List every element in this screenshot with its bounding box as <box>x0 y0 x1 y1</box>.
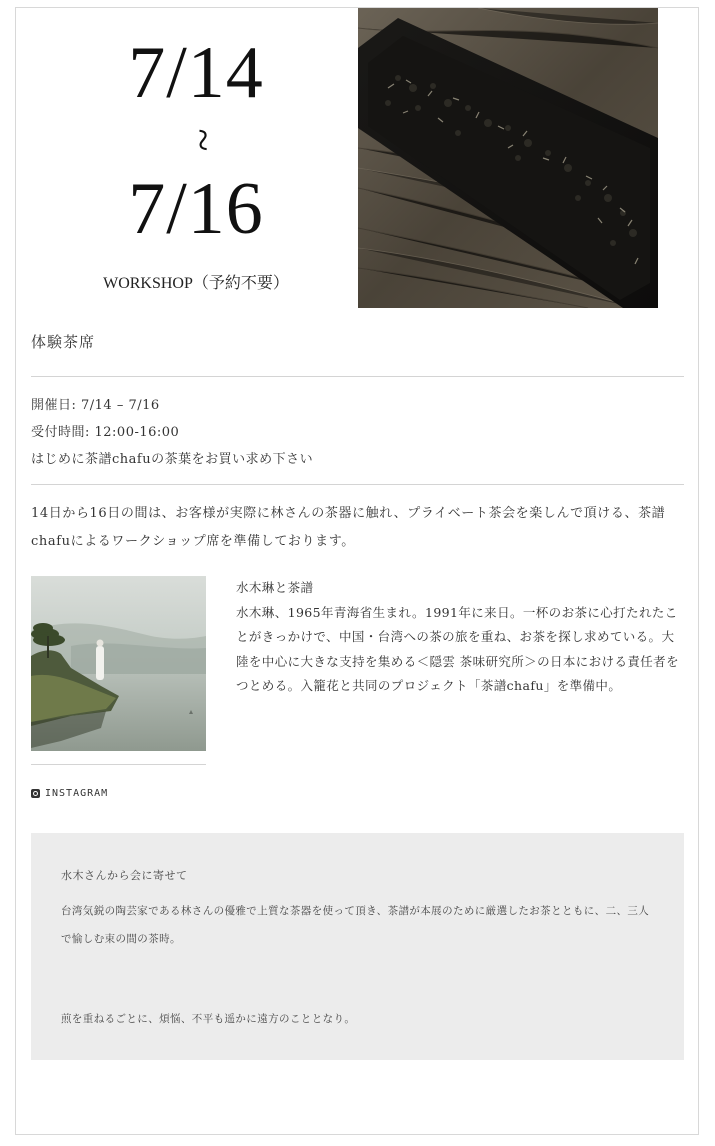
date-end: 7/16 <box>128 168 264 250</box>
profile-photo <box>31 576 206 751</box>
divider-top <box>31 376 684 377</box>
divider-bottom <box>31 484 684 485</box>
profile-bio-block <box>236 576 686 699</box>
quote-box <box>31 833 684 1060</box>
instagram-link[interactable] <box>31 788 108 799</box>
profile-heading: 水木琳と茶譜 <box>236 580 314 595</box>
reception-time-line: 受付時間: 12:00-16:00 <box>31 425 180 440</box>
profile-bio: 水木琳、1965年青海省生まれ。1991年に来日。一杯のお茶に心打たれたことがきっかけで、中国・台湾への茶の旅を重ね、お茶を探し求めている。大陸を中心に大きな支持を集める＜隠雲 茶味研究所＞の日本における責任者をつとめる。入籠花と共同のプロジェクト「茶譜chafu」を準備中。 <box>236 604 679 693</box>
instagram-icon <box>31 789 40 798</box>
section-title: 体験茶席 <box>31 333 96 351</box>
event-info <box>31 392 313 473</box>
event-date-line: 開催日: 7/14 – 7/16 <box>31 398 160 413</box>
date-separator: ~ <box>179 128 225 152</box>
quote-title: 水木さんから会に寄せて <box>61 869 188 882</box>
instagram-label: INSTAGRAM <box>45 788 109 799</box>
workshop-description: 14日から16日の間は、お客様が実際に林さんの茶器に触れ、プライベート茶会を楽しんで頂ける、茶譜chafuによるワークショップ席を準備しております。 <box>31 506 666 549</box>
workshop-subtitle: WORKSHOP（予約不要） <box>103 275 289 292</box>
quote-body: 台湾気鋭の陶芸家である林さんの優雅で上質な茶器を使って頂き、茶譜が本展のために厳選したお茶とともに、二、三人で愉しむ束の間の茶時。 <box>61 905 650 945</box>
quote-closing: 煎を重ねるごとに、煩悩、不平も遥かに遠方のこととなり。 <box>61 1013 356 1025</box>
page-frame <box>15 7 699 1135</box>
event-dates <box>96 28 296 250</box>
lake-landscape-image <box>31 576 206 751</box>
tea-leaves-image <box>358 8 658 308</box>
profile-divider <box>31 764 206 765</box>
tea-leaves-photo <box>358 8 658 308</box>
date-start: 7/14 <box>128 32 264 114</box>
purchase-note-line: はじめに茶譜chafuの茶葉をお買い求め下さい <box>31 452 314 467</box>
